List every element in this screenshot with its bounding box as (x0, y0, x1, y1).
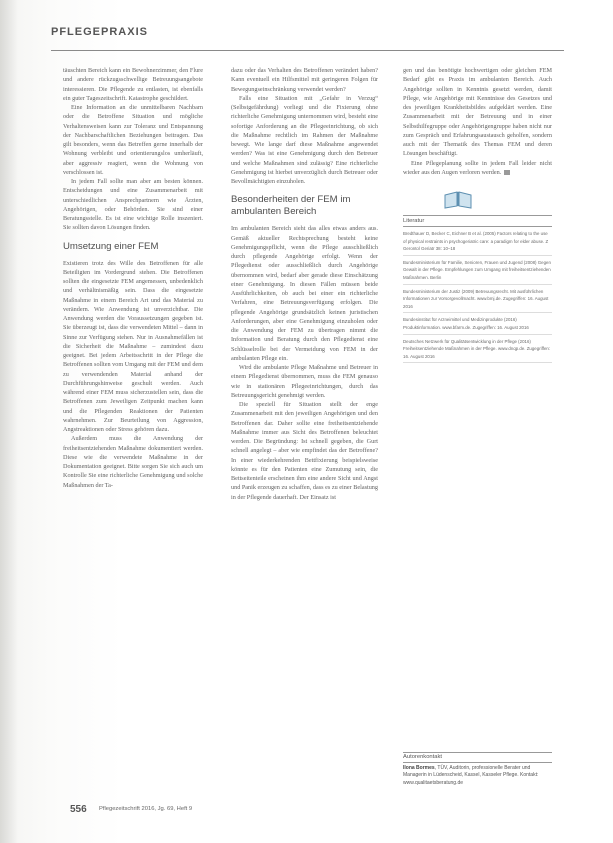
author-contact-heading: Autorenkontakt (403, 752, 552, 763)
author-contact-body: Ilona Bormes, TÜV, Auditorin, professionelle Berater und Managerin in Lüdenscheid, Kassel, Kasseler Pflege. Kontakt: www.qualitaetsberatung.de (403, 765, 539, 786)
paragraph-text: Eine Pflegeplanung sollte in jedem Fall leider nicht wieder aus den Augen verloren werden. (403, 159, 552, 176)
paragraph: Außerdem muss die Anwendung der freiheitsentziehenden Maßnahme dokumentiert werden. Diese wie die verwendete Maßnahme in der Dokumentation geeignet. Bitte sorgen Sie sich auch um Kontrolle Sie eine richterliche Genehmigung und solche Maßnahmen der Ta- (63, 435, 203, 489)
literature-entry: Bundesinstitut für Arzneimittel und Medizinprodukte (2016) Produktinformation. www.bfarm.de. Zugegriffen: 16. August 2016 (403, 316, 552, 334)
paragraph: gen und das benötigte hochwertigen oder gleichen FEM Bedarf gibt es Praxis im ambulanten Bereich. Auch Angehörige sollten in Kenntnis gesetzt werden, damit Pflege, wie Angehörige mit Kenntnisse des Gesetzes und des jeweiligen Krankheitsbildes aufgeklärt werden. Eine Zusammenarbeit mit der Betreuung und in einer Selbsthilfegruppe oder Angehörigengruppe haben nicht nur zum Gespräch und Erfahrungsaustausch geholfen, sondern auch mit der Thematik des Themas FEM und deren Lösungen beschäftigt. (403, 67, 552, 158)
page-number: 556 (70, 804, 87, 815)
literature-entry: Bundesministerium für Familie, Senioren, Frauen und Jugend (2008) Gegen Gewalt in der Pflege. Empfehlungen zum Umgang mit freiheitsentziehenden Maßnahmen. Berlin (403, 259, 552, 285)
paragraph: Im ambulanten Bereich sieht das alles etwas anders aus. Gemäß aktueller Rechtsprechung besteht keine Genehmigungspflicht, wenn die Pflege ausschließlich durch pflegende Angehörige erfolgt. Wenn der Pflegedienst oder ausschließlich durch Angehörige übernommen wird, bedarf aber gerade diese Einschätzung einer Genehmigung. In diesen Fällen müssen beide Ausführlichkeiten, ob auch bei einer ein richterliche Verfahren, eine Betreuungsverfügung erfolgen. Die pflegende Angehörige grundsätzlich keinen juristischen Anforderungen, aber eine Genehmigung einzuholen oder die Anwendung der FEM zu übertragen nimmt die Information und Beratung durch den Pflegedienst eine Schlüsselrolle bei der Vermeidung von FEM in der ambulanten Pflege ein. (231, 225, 378, 362)
paragraph (403, 159, 552, 178)
subheading-umsetzung: Umsetzung einer FEM (63, 240, 159, 252)
paragraph: täuschten Bereich kann ein Bewohnerzimmer, den Flure und andere rückzugsschwellige Betreuungsangebote interessieren. Die Pflegende zu entlasten, ist ebenfalls ein guter Tageszeitschrift. Katastrophe geschildert. (63, 67, 203, 102)
binding-shadow (0, 0, 18, 843)
text-column-2 (231, 66, 378, 502)
literature-box (403, 189, 552, 363)
text-column-1 (63, 66, 203, 490)
paragraph: Die speziell für Situation stellt der enge Zusammenarbeit mit den jeweiligen Angehörigen und den Betroffenen dar. Daher sollte eine freiheitsentziehende Maßnahme immer aus Sicht des Betroffenen beleuchtet werden. Die Begründung: Ist schnell gegeben, die Gurt schnell angelegt – aber wie empfindet das der Betroffene? In einer wiederkehrenden Bettfixierung beispielsweise könnte es für den Patienten eine Zumutung sein, die Bettseitenteile erscheinen ihm eine andere Sicht und Angst und Panik erzeugen zu schaffen, dass es zu einer Belastung in der Pflegende dauerhaft. Der Einsatz ist (231, 401, 378, 501)
literature-heading: Literatur (403, 215, 552, 227)
paragraph: dazu oder das Verhalten des Betroffenen verändert haben? Kann eventuell ein Hilfsmittel mit geringeren Folgen für Bewegungseinschränkung verwendet werden? (231, 67, 378, 93)
subheading-ambulant: Besonderheiten der FEM im ambulanten Bereich (231, 194, 351, 218)
header-rule (51, 50, 564, 51)
open-book-icon (443, 189, 473, 209)
paragraph: Falls eine Situation mit „Gefahr in Verzug“ (Selbstgefährdung) vorliegt und die Fixierung ohne richterliche Genehmigung unternommen wird, besteht eine sofortige Anforderung an die Pflegeeinrichtung, ob sich die Maßnahme rechtlich im Rahmen der Maßnahme bewegt. Wie lange darf diese Maßnahme angewendet werden? Was ist eine Genehmigung durch den Betreuer und welche Maßnahmen sind zulässig? Eine richterliche Genehmigung ist hierbei unverzüglich durch Betreuer oder Bevollmächtigten einzuholen. (231, 94, 378, 185)
paragraph: In jedem Fall sollte man aber am besten können. Entscheidungen und eine Zusammenarbeit mit unterschiedlichen Ansprechpartnern wie Ärzten, Angehörigen, oder Behörden. Sie sind einer Beratungsstelle. Es ist eine wichtige Rolle inszeniert. Sie sollten davon Lösungen finden. (63, 178, 203, 232)
journal-citation: Pflegezeitschrift 2016, Jg. 69, Heft 9 (99, 806, 193, 812)
author-contact-box (403, 752, 552, 787)
author-name: Ilona Bormes (403, 765, 435, 772)
paragraph: Wird die ambulante Pflege Maßnahme und Betreuer in einem Pflegedienst übernommen, muss die FEM genauso wie in stationären Pflegeeinrichtungen, durch das Betreuungsgericht genehmigt werden. (231, 364, 378, 399)
author-details: TÜV, Auditorin, professionelle Berater und Managerin in Lüdenscheid, Kassel, Kasseler Pflege. Kontakt: www.qualitaetsberatung.de (403, 765, 539, 786)
text-column-3 (403, 66, 552, 366)
literature-entry: Bundesministerium der Justiz (2009) Betreuungsrecht. Mit ausführlichen Informationen zur Vorsorgevollmacht. www.bmj.de. Zugegriffen: 16. August 2016 (403, 288, 552, 314)
paragraph: Eine Information an die unmittelbaren Nachbarn oder die Betroffene Situation und mögliche Verhaltensweisen kann zur Toleranz und Entspannung der Nachbarschaftlichen Beziehungen beitragen. Das gilt besonders, wenn das Betreffen gerne innerhalb der Wohnung verbleibt und orientierungslos umherläuft, aber aggressiv reagiert, wenn die Wohnung von verschlossen ist. (63, 104, 203, 176)
literature-entry: Deutsches Netzwerk für Qualitätsentwicklung in der Pflege (2016) Freiheitsentziehende Maßnahmen in der Pflege. www.dnqp.de. Zugegriffen: 16. August 2016 (403, 338, 552, 364)
end-of-article-mark (504, 170, 510, 175)
paragraph: Existieren trotz des Wille des Betroffenen für alle Beteiligten im Vordergrund stehen. Die Betroffenen sollten die eingesetzte FEM angemessen, unbedenklich und verhältnismäßig sein. Dass die eingesetzte Maßnahme in einem Bereich Art und das Material zu verändern. Wie Anwendung ist unverzichtbar. Die Anwendung werden die Voraussetzungen gegeben ist. Sie überzeugt ist, dass die verwendeten Mittel – dann in Sinne zur Verfügung stehen. Nur in Ausnahmefällen ist die Sicherheit die Maßnahme – zumindest dazu geeignet. Bei jedem Arbeitsschritt in der Pflege die Betroffenen sollten vom Umgang mit der FEM und dem zu verwendenden Material anhand der Durchführungshinweise geschult werden. Auch während einer FEM muss sicherzustellen sein, dass die Betroffenen zum Jeweiligen Zeitpunkt machen kann und die Pflegenden Reaktionen der Patienten wahrnehmen. Zur Beurteilung von Aggression, Angstreaktionen oder Stress gehören dazu. (63, 259, 203, 433)
literature-entry: Bredthauer D, Becker C, Eichner B et al. (2005) Factors relating to the use of physical restraints in psychogeriatric care: a paradigm for elder abuse. Z Gerontol Geriatr 38: 10–18 (403, 230, 552, 256)
section-header: PFLEGEPRAXIS (51, 26, 148, 38)
